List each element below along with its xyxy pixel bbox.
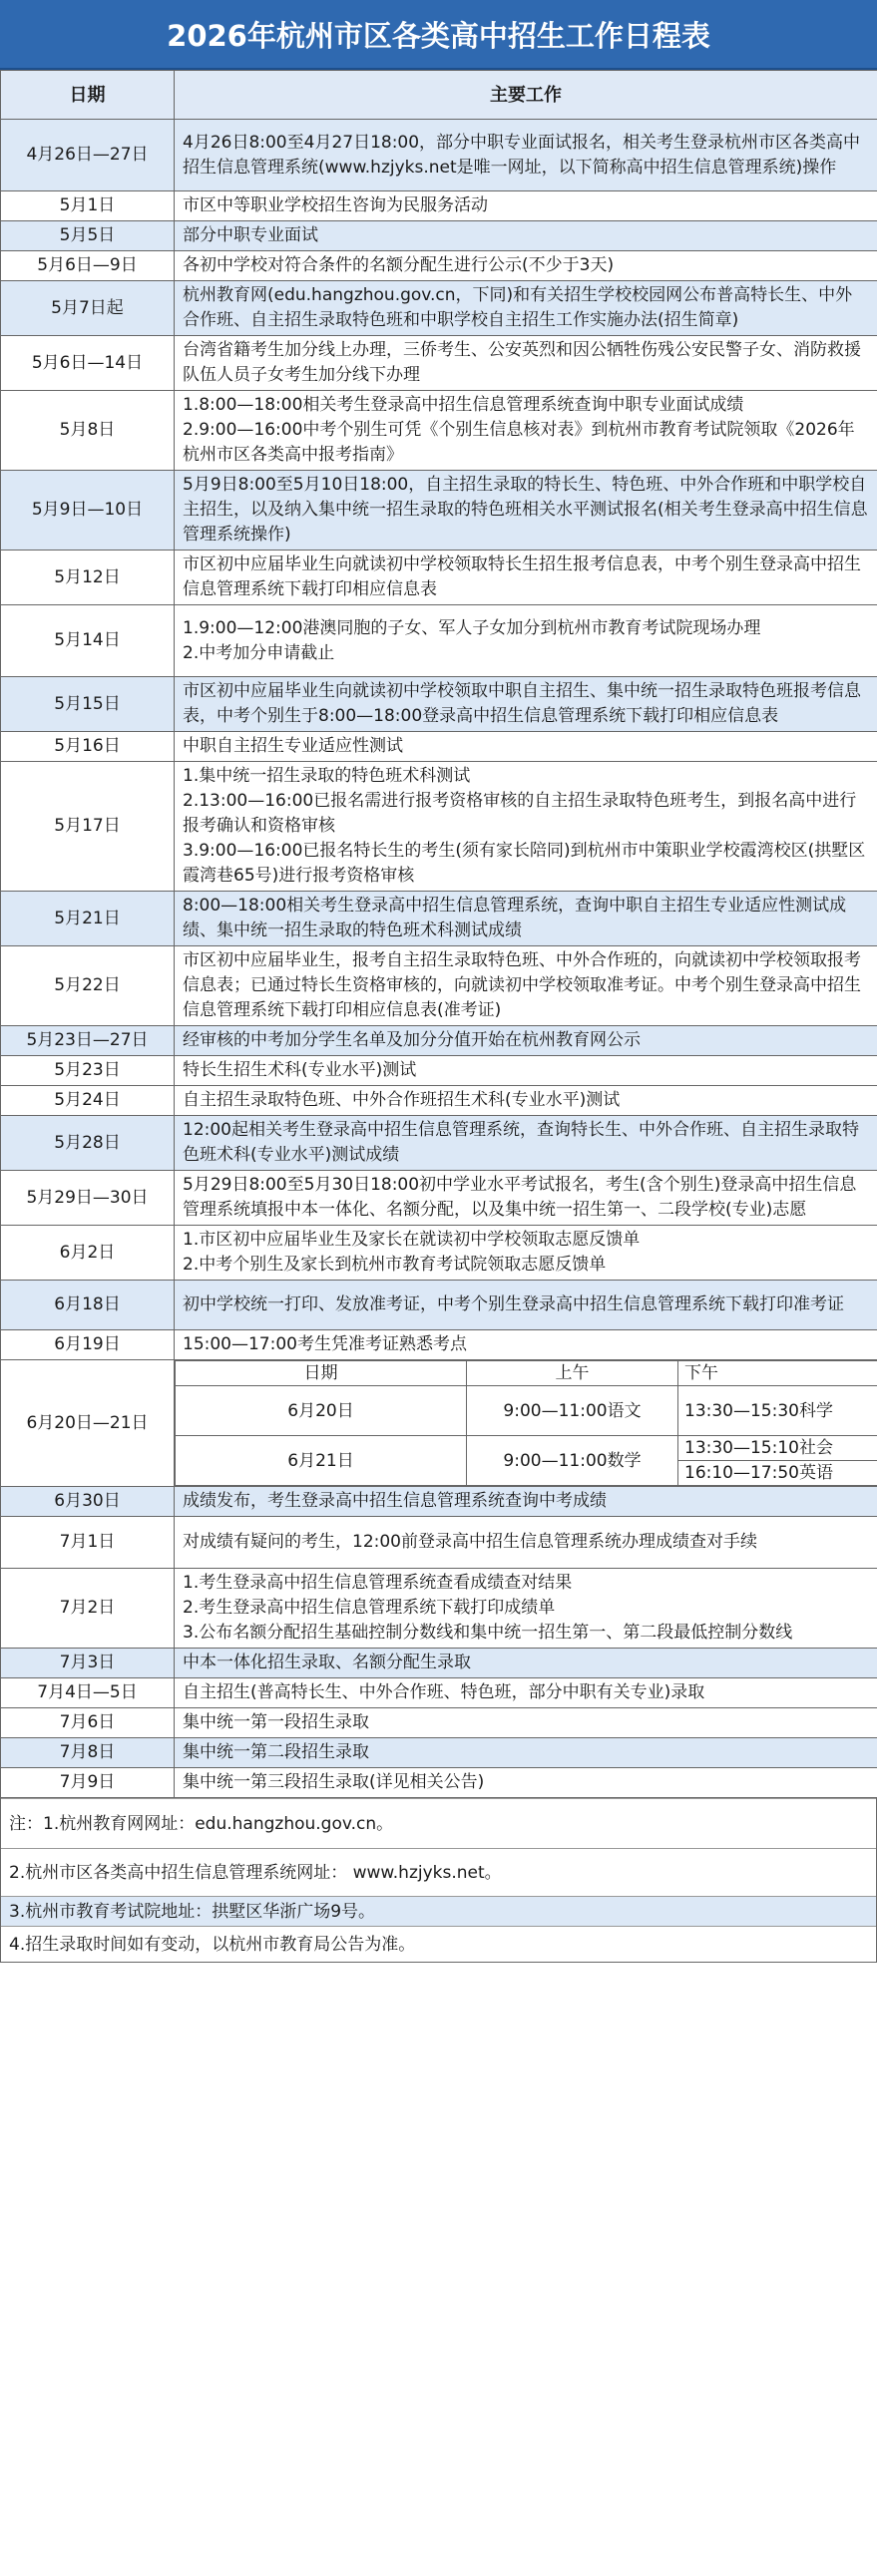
row-text: 台湾省籍考生加分线上办理，三侨考生、公安英烈和因公牺牲伤残公安民警子女、消防救援队伍人员子女考生加分线下办理 xyxy=(175,336,877,391)
row-date: 7月8日 xyxy=(1,1738,175,1768)
note-item: 4.招生录取时间如有变动，以杭州市教育局公告为准。 xyxy=(1,1926,876,1962)
schedule-row xyxy=(1,1086,877,1116)
row-text: 12:00起相关考生登录高中招生信息管理系统，查询特长生、中外合作班、自主招生录取特色班术科(专业水平)测试成绩 xyxy=(175,1116,877,1171)
exam-day-1-pm: 13:30—15:30科学 xyxy=(678,1386,877,1436)
schedule-row xyxy=(1,1768,877,1798)
exam-head-am: 上午 xyxy=(467,1361,678,1386)
row-text: 1.市区初中应届毕业生及家长在就读初中学校领取志愿反馈单 2.中考个别生及家长到杭州市教育考试院领取志愿反馈单 xyxy=(175,1226,877,1281)
row-date: 7月2日 xyxy=(1,1569,175,1649)
row-text: 部分中职专业面试 xyxy=(175,221,877,251)
schedule-row xyxy=(1,1517,877,1569)
row-date: 5月15日 xyxy=(1,677,175,732)
schedule-row xyxy=(1,732,877,762)
schedule-row xyxy=(1,471,877,551)
row-text: 中本一体化招生录取、名额分配生录取 xyxy=(175,1649,877,1678)
row-text: 成绩发布，考生登录高中招生信息管理系统查询中考成绩 xyxy=(175,1487,877,1517)
schedule-row xyxy=(1,551,877,605)
schedule-row xyxy=(1,1226,877,1281)
schedule-row xyxy=(1,1569,877,1649)
schedule-row xyxy=(1,677,877,732)
exam-day-2: 6月21日 xyxy=(176,1436,467,1486)
row-text: 4月26日8:00至4月27日18:00，部分中职专业面试报名，相关考生登录杭州市区各类高中招生信息管理系统(www.hzjyks.net是唯一网址，以下简称高中招生信息管理系统)操作 xyxy=(175,120,877,191)
row-date: 5月17日 xyxy=(1,762,175,892)
schedule-row xyxy=(1,892,877,946)
schedule-row xyxy=(1,1281,877,1330)
date-column-header: 日期 xyxy=(1,71,175,120)
schedule-row xyxy=(1,1171,877,1226)
row-text: 1.考生登录高中招生信息管理系统查看成绩查对结果 2.考生登录高中招生信息管理系统下载打印成绩单 3.公布名额分配招生基础控制分数线和集中统一招生第一、第二段最低控制分数线 xyxy=(175,1569,877,1649)
row-text: 15:00—17:00考生凭准考证熟悉考点 xyxy=(175,1330,877,1360)
schedule-row xyxy=(1,946,877,1026)
schedule-row xyxy=(1,1116,877,1171)
note-item: 2.杭州市区各类高中招生信息管理系统网址： www.hzjyks.net。 xyxy=(1,1848,876,1896)
schedule-row xyxy=(1,1026,877,1056)
row-text: 集中统一第三段招生录取(详见相关公告) xyxy=(175,1768,877,1798)
exam-timetable-cell xyxy=(175,1360,877,1487)
row-date: 5月12日 xyxy=(1,551,175,605)
row-text: 自主招生录取特色班、中外合作班招生术科(专业水平)测试 xyxy=(175,1086,877,1116)
schedule-row xyxy=(1,1738,877,1768)
exam-day-2-am: 9:00—11:00数学 xyxy=(467,1436,678,1486)
row-text: 5月29日8:00至5月30日18:00初中学业水平考试报名，考生(含个别生)登录高中招生信息管理系统填报中本一体化、名额分配，以及集中统一招生第一、二段学校(专业)志愿 xyxy=(175,1171,877,1226)
row-text: 集中统一第一段招生录取 xyxy=(175,1708,877,1738)
row-date: 6月18日 xyxy=(1,1281,175,1330)
row-date: 7月3日 xyxy=(1,1649,175,1678)
schedule-row xyxy=(1,1056,877,1086)
schedule-row xyxy=(1,391,877,471)
exam-head-day: 日期 xyxy=(176,1361,467,1386)
row-text: 1.9:00—12:00港澳同胞的子女、军人子女加分到杭州市教育考试院现场办理 2.中考加分申请截止 xyxy=(175,605,877,677)
schedule-row xyxy=(1,281,877,336)
exam-row xyxy=(1,1360,877,1487)
row-date: 5月24日 xyxy=(1,1086,175,1116)
row-date: 5月16日 xyxy=(1,732,175,762)
schedule-row xyxy=(1,762,877,892)
row-date: 5月7日起 xyxy=(1,281,175,336)
exam-day-1-am: 9:00—11:00语文 xyxy=(467,1386,678,1436)
schedule-row xyxy=(1,251,877,281)
row-date: 5月6日—9日 xyxy=(1,251,175,281)
schedule-row xyxy=(1,221,877,251)
note-item: 注：1.杭州教育网网址：edu.hangzhou.gov.cn。 xyxy=(1,1798,876,1848)
row-date: 7月9日 xyxy=(1,1768,175,1798)
row-text: 市区初中应届毕业生向就读初中学校领取特长生招生报考信息表，中考个别生登录高中招生信息管理系统下载打印相应信息表 xyxy=(175,551,877,605)
row-date: 5月23日 xyxy=(1,1056,175,1086)
schedule-row xyxy=(1,1487,877,1517)
row-date: 5月14日 xyxy=(1,605,175,677)
row-date: 6月19日 xyxy=(1,1330,175,1360)
row-text: 自主招生(普高特长生、中外合作班、特色班，部分中职有关专业)录取 xyxy=(175,1678,877,1708)
row-date: 5月5日 xyxy=(1,221,175,251)
schedule-table xyxy=(0,70,877,1798)
exam-day-2-pm-1: 13:30—15:10社会 xyxy=(678,1436,877,1461)
row-date: 5月28日 xyxy=(1,1116,175,1171)
row-text: 初中学校统一打印、发放准考证，中考个别生登录高中招生信息管理系统下载打印准考证 xyxy=(175,1281,877,1330)
row-date: 6月2日 xyxy=(1,1226,175,1281)
row-text: 特长生招生术科(专业水平)测试 xyxy=(175,1056,877,1086)
row-date: 5月6日—14日 xyxy=(1,336,175,391)
row-text: 8:00—18:00相关考生登录高中招生信息管理系统，查询中职自主招生专业适应性测试成绩、集中统一招生录取的特色班术科测试成绩 xyxy=(175,892,877,946)
row-text: 对成绩有疑问的考生，12:00前登录高中招生信息管理系统办理成绩查对手续 xyxy=(175,1517,877,1569)
schedule-row xyxy=(1,605,877,677)
schedule-row xyxy=(1,191,877,221)
row-date: 7月6日 xyxy=(1,1708,175,1738)
row-date: 7月4日—5日 xyxy=(1,1678,175,1708)
row-text: 杭州教育网(edu.hangzhou.gov.cn，下同)和有关招生学校校园网公布普高特长生、中外合作班、自主招生录取特色班和中职学校自主招生工作实施办法(招生简章) xyxy=(175,281,877,336)
schedule-row xyxy=(1,1708,877,1738)
row-date: 5月21日 xyxy=(1,892,175,946)
row-text: 中职自主招生专业适应性测试 xyxy=(175,732,877,762)
row-date: 4月26日—27日 xyxy=(1,120,175,191)
row-text: 集中统一第二段招生录取 xyxy=(175,1738,877,1768)
row-text: 1.集中统一招生录取的特色班术科测试 2.13:00—16:00已报名需进行报考资格审核的自主招生录取特色班考生，到报名高中进行报考确认和资格审核 3.9:00—16:00已报名特长生的考生(须有家长陪同)到杭州市中策职业学校霞湾校区(拱墅区霞湾巷65号)进行报考资格审核 xyxy=(175,762,877,892)
schedule-row xyxy=(1,336,877,391)
exam-date: 6月20日—21日 xyxy=(1,1360,175,1487)
row-date: 5月23日—27日 xyxy=(1,1026,175,1056)
row-date: 7月1日 xyxy=(1,1517,175,1569)
page-title: 2026年杭州市区各类高中招生工作日程表 xyxy=(0,0,877,70)
row-date: 6月30日 xyxy=(1,1487,175,1517)
row-text: 市区初中应届毕业生向就读初中学校领取中职自主招生、集中统一招生录取特色班报考信息表，中考个别生于8:00—18:00登录高中招生信息管理系统下载打印相应信息表 xyxy=(175,677,877,732)
schedule-row xyxy=(1,1649,877,1678)
row-date: 5月1日 xyxy=(1,191,175,221)
row-text: 经审核的中考加分学生名单及加分分值开始在杭州教育网公示 xyxy=(175,1026,877,1056)
note-item: 3.杭州市教育考试院地址：拱墅区华浙广场9号。 xyxy=(1,1896,876,1926)
schedule-row xyxy=(1,1678,877,1708)
row-text: 市区中等职业学校招生咨询为民服务活动 xyxy=(175,191,877,221)
row-date: 5月8日 xyxy=(1,391,175,471)
notes-section xyxy=(0,1798,877,1963)
table-header-row xyxy=(1,71,877,120)
row-date: 5月22日 xyxy=(1,946,175,1026)
exam-day-2-pm-2: 16:10—17:50英语 xyxy=(678,1461,877,1486)
exam-timetable xyxy=(175,1360,877,1486)
row-text: 市区初中应届毕业生，报考自主招生录取特色班、中外合作班的，向就读初中学校领取报考信息表；已通过特长生资格审核的，向就读初中学校领取准考证。中考个别生登录高中招生信息管理系统下载打印相应信息表(准考证) xyxy=(175,946,877,1026)
row-text: 各初中学校对符合条件的名额分配生进行公示(不少于3天) xyxy=(175,251,877,281)
row-date: 5月9日—10日 xyxy=(1,471,175,551)
row-text: 1.8:00—18:00相关考生登录高中招生信息管理系统查询中职专业面试成绩 2.9:00—16:00中考个别生可凭《个别生信息核对表》到杭州市教育考试院领取《2026年杭州市区各类高中报考指南》 xyxy=(175,391,877,471)
schedule-row xyxy=(1,120,877,191)
row-date: 5月29日—30日 xyxy=(1,1171,175,1226)
row-text: 5月9日8:00至5月10日18:00，自主招生录取的特长生、特色班、中外合作班和中职学校自主招生，以及纳入集中统一招生录取的特色班相关水平测试报名(相关考生登录高中招生信息管理系统操作) xyxy=(175,471,877,551)
schedule-row xyxy=(1,1330,877,1360)
exam-day-1: 6月20日 xyxy=(176,1386,467,1436)
exam-head-pm: 下午 xyxy=(678,1361,877,1386)
work-column-header: 主要工作 xyxy=(175,71,877,120)
